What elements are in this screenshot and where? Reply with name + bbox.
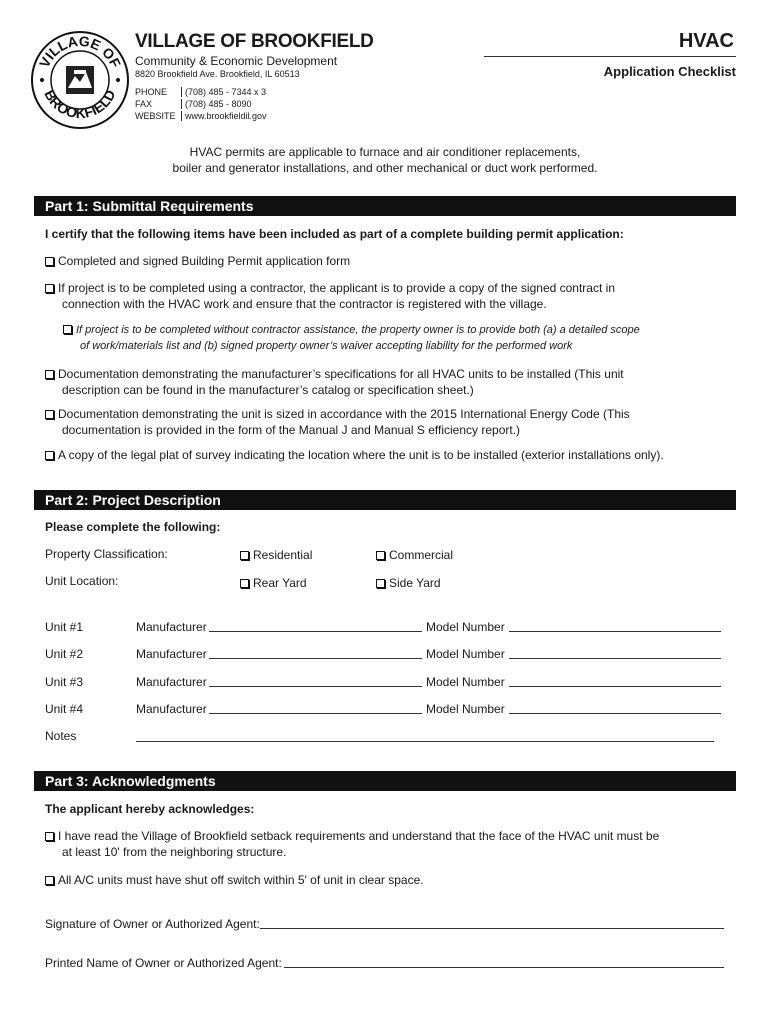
item-text-cont: documentation is provided in the form of the Manual J and Manual S efficiency report.) — [62, 423, 521, 437]
item-text: A copy of the legal plat of survey indicating the location where the unit is to be installed (exterior installations only). — [58, 448, 664, 462]
item-text-cont: of work/materials list and (b) signed property owner’s waiver accepting liability for the performed work — [80, 340, 573, 352]
item-text: I have read the Village of Brookfield setback requirements and understand that the face of the HVAC unit must be — [58, 829, 660, 843]
signature-label: Signature of Owner or Authorized Agent: — [45, 917, 260, 931]
notes-label: Notes — [45, 729, 77, 743]
unit-3-label: Unit #3 — [45, 675, 84, 689]
part3-lead: The applicant hereby acknowledges: — [45, 802, 255, 816]
commercial-option[interactable] — [376, 547, 453, 563]
intro-line-1: HVAC permits are applicable to furnace and air conditioner replacements, — [189, 145, 581, 159]
signature-field[interactable] — [260, 916, 724, 929]
model-number-label: Model Number — [426, 675, 505, 689]
unit-2-label: Unit #2 — [45, 647, 84, 661]
doc-subtitle: Application Checklist — [603, 64, 736, 79]
option-label: Residential — [253, 548, 313, 562]
option-label: Side Yard — [389, 576, 441, 590]
ack-item-1 — [45, 828, 659, 860]
unit-2-model-field[interactable] — [509, 646, 721, 659]
item-text: Documentation demonstrating the unit is sized in accordance with the 2015 International Energy Code (This — [58, 407, 630, 421]
part1-item-5 — [45, 447, 664, 463]
property-class-label: Property Classification: — [45, 547, 168, 561]
part1-item-4 — [45, 406, 630, 438]
checkbox-icon[interactable] — [45, 451, 54, 460]
item-text: Documentation demonstrating the manufacturer’s specifications for all HVAC units to be installed (This unit — [58, 367, 624, 381]
part2-lead: Please complete the following: — [45, 520, 221, 534]
unit-2-manufacturer-field[interactable] — [209, 646, 422, 659]
svg-text:BROOKFIELD: BROOKFIELD — [41, 87, 119, 122]
manufacturer-label: Manufacturer — [136, 620, 207, 634]
item-text: Completed and signed Building Permit application form — [58, 254, 351, 268]
unit-1-label: Unit #1 — [45, 620, 84, 634]
part2-header: Part 2: Project Description — [34, 490, 736, 510]
unit-location-label: Unit Location: — [45, 574, 119, 588]
side-yard-option[interactable] — [376, 575, 441, 591]
unit-1-model-field[interactable] — [509, 619, 721, 632]
title-rule — [484, 56, 736, 57]
fax-label: FAX — [135, 99, 153, 109]
part3-header: Part 3: Acknowledgments — [34, 771, 736, 791]
doc-title: HVAC — [678, 30, 734, 52]
model-number-label: Model Number — [426, 702, 505, 716]
village-name: VILLAGE OF BROOKFIELD — [135, 31, 374, 52]
contact-block — [135, 86, 267, 122]
fax-value: (708) 485 - 8090 — [181, 99, 252, 109]
unit-1-manufacturer-field[interactable] — [209, 619, 422, 632]
option-label: Rear Yard — [253, 576, 307, 590]
printed-name-label: Printed Name of Owner or Authorized Agent: — [45, 956, 282, 970]
svg-text:VILLAGE OF: VILLAGE OF — [35, 32, 125, 71]
unit-4-label: Unit #4 — [45, 702, 84, 716]
checkbox-icon[interactable] — [45, 284, 54, 293]
checkbox-icon[interactable] — [376, 551, 385, 560]
manufacturer-label: Manufacturer — [136, 647, 207, 661]
checkbox-icon[interactable] — [45, 410, 54, 419]
checkbox-icon[interactable] — [63, 325, 72, 334]
part1-item-2 — [45, 280, 615, 312]
residential-option[interactable] — [240, 547, 312, 563]
manufacturer-label: Manufacturer — [136, 675, 207, 689]
website-value: www.brookfieldil.gov — [181, 111, 267, 121]
item-text-cont: description can be found in the manufacturer’s catalog or specification sheet.) — [62, 383, 474, 397]
ack-item-2 — [45, 872, 424, 888]
checkbox-icon[interactable] — [240, 579, 249, 588]
unit-3-manufacturer-field[interactable] — [209, 674, 422, 687]
part1-item-2b — [63, 322, 640, 354]
unit-4-manufacturer-field[interactable] — [209, 701, 422, 714]
checkbox-icon[interactable] — [376, 579, 385, 588]
item-text-cont: at least 10' from the neighboring structure. — [62, 845, 287, 859]
printed-name-field[interactable] — [284, 955, 724, 968]
option-label: Commercial — [389, 548, 454, 562]
notes-field[interactable] — [136, 729, 714, 742]
checkbox-icon[interactable] — [240, 551, 249, 560]
phone-label: PHONE — [135, 87, 168, 97]
part1-item-3 — [45, 366, 624, 398]
rear-yard-option[interactable] — [240, 575, 307, 591]
checkbox-icon[interactable] — [45, 876, 54, 885]
model-number-label: Model Number — [426, 620, 505, 634]
item-text: All A/C units must have shut off switch within 5' of unit in clear space. — [58, 873, 424, 887]
website-label: WEBSITE — [135, 111, 176, 121]
address: 8820 Brookfield Ave. Brookfield, IL 60513 — [135, 69, 300, 79]
village-seal-logo — [30, 30, 130, 130]
department-name: Community & Economic Development — [135, 54, 338, 68]
phone-value: (708) 485 - 7344 x 3 — [181, 87, 266, 97]
checkbox-icon[interactable] — [45, 832, 54, 841]
part1-header: Part 1: Submittal Requirements — [34, 196, 736, 216]
model-number-label: Model Number — [426, 647, 505, 661]
part1-lead: I certify that the following items have been included as part of a complete building permit application: — [45, 227, 624, 241]
part1-item-1 — [45, 253, 350, 269]
item-text: If project is to be completed without contractor assistance, the property owner is to provide both (a) a detailed scope — [76, 324, 640, 336]
unit-3-model-field[interactable] — [509, 674, 721, 687]
unit-4-model-field[interactable] — [509, 701, 721, 714]
item-text-cont: connection with the HVAC work and ensure that the contractor is registered with the village. — [62, 297, 547, 311]
manufacturer-label: Manufacturer — [136, 702, 207, 716]
item-text: If project is to be completed using a contractor, the applicant is to provide a copy of the signed contract in — [58, 281, 615, 295]
intro-line-2: boiler and generator installations, and other mechanical or duct work performed. — [172, 161, 598, 175]
intro-text — [0, 144, 770, 176]
checkbox-icon[interactable] — [45, 257, 54, 266]
checkbox-icon[interactable] — [45, 370, 54, 379]
